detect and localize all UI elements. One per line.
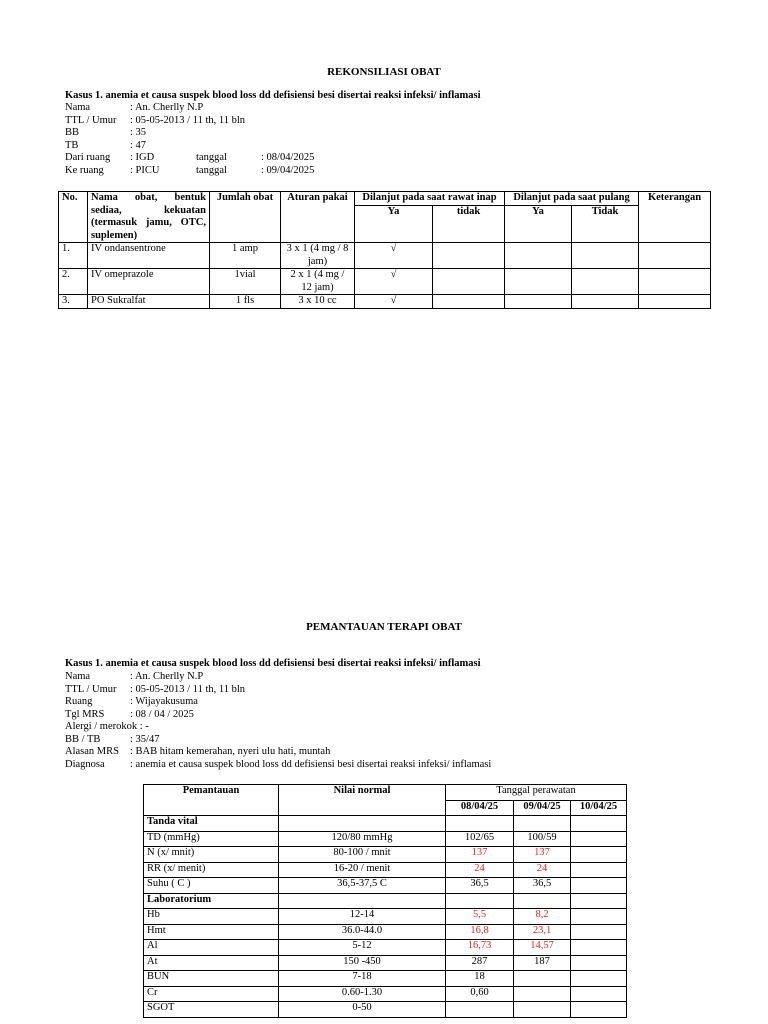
col-header-jumlah: Jumlah obat bbox=[210, 192, 281, 243]
col-header-nama-obat: Nama obat, bentuk sediaa, kekuatan (termasuk jamu, OTC, suplemen) bbox=[88, 192, 210, 243]
cell-jumlah: 1 amp bbox=[210, 243, 281, 269]
cell-normal: 5-12 bbox=[279, 940, 446, 956]
col-header-date: 08/04/25 bbox=[446, 800, 514, 816]
cell-day2: 187 bbox=[514, 955, 571, 971]
cell-jumlah: 1 fls bbox=[210, 295, 281, 309]
cell-day2: 24 bbox=[514, 862, 571, 878]
info-sub-label: tanggal bbox=[196, 164, 227, 176]
cell-day3 bbox=[571, 971, 627, 987]
cell-aturan: 3 x 10 cc bbox=[281, 295, 355, 309]
info-value: : 05-05-2013 / 11 th, 11 bln bbox=[130, 683, 246, 695]
cell-ya-rawat-inap: √ bbox=[355, 269, 433, 295]
cell-parameter: Hmt bbox=[144, 924, 279, 940]
info-value: : 47 bbox=[130, 139, 147, 151]
cell-tidak-rawat-inap bbox=[433, 295, 505, 309]
cell-keterangan bbox=[639, 243, 711, 269]
cell-day1: 0,60 bbox=[446, 986, 514, 1002]
cell-day2 bbox=[514, 971, 571, 987]
cell-day1 bbox=[446, 1002, 514, 1018]
info-value: : IGD bbox=[130, 152, 155, 163]
cell-normal: 7-18 bbox=[279, 971, 446, 987]
section-label-vital: Tanda vital bbox=[144, 816, 279, 832]
reconciliation-table bbox=[58, 191, 711, 309]
info-value: : 05-05-2013 / 11 th, 11 bln bbox=[130, 114, 246, 126]
info-sub-value: : 08/04/2025 bbox=[261, 152, 315, 163]
col-header-keterangan: Keterangan bbox=[639, 192, 711, 243]
cell-day1: 137 bbox=[446, 847, 514, 863]
info-label: TTL / Umur bbox=[65, 683, 117, 695]
col-header-ya: Ya bbox=[355, 205, 433, 242]
cell-ya-pulang bbox=[505, 243, 572, 269]
cell-keterangan bbox=[639, 295, 711, 309]
cell-day2: 137 bbox=[514, 847, 571, 863]
table-row bbox=[144, 924, 627, 940]
cell-tidak-rawat-inap bbox=[433, 269, 505, 295]
cell-day3 bbox=[571, 831, 627, 847]
cell-tidak-pulang bbox=[572, 295, 639, 309]
cell-day2: 8,2 bbox=[514, 909, 571, 925]
patient-info-row bbox=[65, 152, 365, 165]
info-label: BB / TB bbox=[65, 733, 101, 745]
cell-day3 bbox=[571, 1002, 627, 1018]
cell-aturan: 3 x 1 (4 mg / 8 jam) bbox=[281, 243, 355, 269]
cell-day1: 36,5 bbox=[446, 878, 514, 894]
cell-day1: 24 bbox=[446, 862, 514, 878]
empty-cell bbox=[446, 893, 514, 909]
table-row bbox=[144, 878, 627, 894]
table-row bbox=[144, 909, 627, 925]
info-label: Alasan MRS bbox=[65, 746, 119, 757]
empty-cell bbox=[446, 816, 514, 832]
col-header-ya: Ya bbox=[505, 205, 572, 242]
cell-day3 bbox=[571, 847, 627, 863]
cell-normal: 80-100 / mnit bbox=[279, 847, 446, 863]
cell-jumlah: 1vial bbox=[210, 269, 281, 295]
info-value: : anemia et causa suspek blood loss dd defisiensi besi disertai reaksi infeksi/ inflamasi bbox=[130, 758, 492, 770]
cell-normal: 16-20 / menit bbox=[279, 862, 446, 878]
cell-day3 bbox=[571, 909, 627, 925]
cell-normal: 0.60-1.30 bbox=[279, 986, 446, 1002]
cell-ya-rawat-inap: √ bbox=[355, 243, 433, 269]
info-label: Diagnosa bbox=[65, 758, 105, 770]
cell-normal: 150 -450 bbox=[279, 955, 446, 971]
empty-cell bbox=[514, 816, 571, 832]
col-header-pemantauan: Pemantauan bbox=[144, 785, 279, 816]
col-header-tidak: tidak bbox=[433, 205, 505, 242]
col-header-date: 10/04/25 bbox=[571, 800, 627, 816]
cell-parameter: Cr bbox=[144, 986, 279, 1002]
cell-parameter: At bbox=[144, 955, 279, 971]
cell-parameter: N (x/ mnit) bbox=[144, 847, 279, 863]
table-row bbox=[144, 940, 627, 956]
monitoring-table bbox=[143, 784, 627, 1018]
col-header-nilai-normal: Nilai normal bbox=[279, 785, 446, 816]
pemantauan-case-title: Kasus 1. anemia et causa suspek blood loss dd defisiensi besi disertai reaksi infeksi/ inflamasi bbox=[65, 658, 481, 669]
pemantauan-title: PEMANTAUAN TERAPI OBAT bbox=[306, 621, 462, 633]
table-row bbox=[144, 862, 627, 878]
rekonsiliasi-title: REKONSILIASI OBAT bbox=[327, 66, 441, 78]
cell-day2 bbox=[514, 986, 571, 1002]
info-value: : An. Cherlly N.P bbox=[130, 671, 204, 682]
cell-normal: 0-50 bbox=[279, 1002, 446, 1018]
cell-parameter: RR (x/ menit) bbox=[144, 862, 279, 878]
cell-no: 3. bbox=[59, 295, 88, 309]
cell-day1: 16,73 bbox=[446, 940, 514, 956]
cell-normal: 120/80 mmHg bbox=[279, 831, 446, 847]
cell-day2: 23,1 bbox=[514, 924, 571, 940]
info-value: : Wijayakusuma bbox=[130, 696, 198, 707]
cell-day1: 287 bbox=[446, 955, 514, 971]
info-value: : PICU bbox=[130, 164, 160, 176]
cell-parameter: Hb bbox=[144, 909, 279, 925]
section-label-lab: Laboratorium bbox=[144, 893, 279, 909]
table-row bbox=[59, 269, 711, 295]
cell-day3 bbox=[571, 862, 627, 878]
cell-nama-obat: IV omeprazole bbox=[88, 269, 210, 295]
cell-day2 bbox=[514, 1002, 571, 1018]
col-header-pulang: Dilanjut pada saat pulang bbox=[505, 192, 639, 206]
cell-ya-rawat-inap: √ bbox=[355, 295, 433, 309]
table-row bbox=[144, 955, 627, 971]
table-row bbox=[144, 986, 627, 1002]
section-row bbox=[144, 816, 627, 832]
cell-tidak-pulang bbox=[572, 243, 639, 269]
info-label: Alergi / merokok : - bbox=[65, 721, 149, 732]
cell-parameter: Suhu ( C ) bbox=[144, 878, 279, 894]
info-label: Tgl MRS bbox=[65, 708, 105, 720]
section-row bbox=[144, 893, 627, 909]
table-row bbox=[144, 971, 627, 987]
info-label: Nama bbox=[65, 102, 91, 113]
cell-day1: 18 bbox=[446, 971, 514, 987]
cell-parameter: SGOT bbox=[144, 1002, 279, 1018]
cell-day3 bbox=[571, 986, 627, 1002]
cell-day3 bbox=[571, 955, 627, 971]
info-label: TTL / Umur bbox=[65, 114, 117, 126]
col-header-no: No. bbox=[59, 192, 88, 243]
col-header-tidak: Tidak bbox=[572, 205, 639, 242]
empty-cell bbox=[279, 816, 446, 832]
table-row bbox=[59, 295, 711, 309]
col-header-rawat-inap: Dilanjut pada saat rawat inap bbox=[355, 192, 505, 206]
cell-nama-obat: IV ondansentrone bbox=[88, 243, 210, 269]
info-label: TB bbox=[65, 139, 79, 151]
table-row bbox=[144, 831, 627, 847]
cell-no: 1. bbox=[59, 243, 88, 269]
info-value: : 35 bbox=[130, 127, 147, 138]
cell-day1: 16,8 bbox=[446, 924, 514, 940]
cell-normal: 36.0-44.0 bbox=[279, 924, 446, 940]
info-label: Ke ruang bbox=[65, 164, 104, 176]
cell-ya-pulang bbox=[505, 269, 572, 295]
cell-day3 bbox=[571, 940, 627, 956]
cell-day3 bbox=[571, 878, 627, 894]
col-header-tanggal: Tanggal perawatan bbox=[446, 785, 627, 801]
info-label: Ruang bbox=[65, 696, 93, 707]
cell-day1: 102/65 bbox=[446, 831, 514, 847]
empty-cell bbox=[514, 893, 571, 909]
table-row bbox=[144, 847, 627, 863]
empty-cell bbox=[279, 893, 446, 909]
info-sub-label: tanggal bbox=[196, 152, 227, 163]
cell-parameter: TD (mmHg) bbox=[144, 831, 279, 847]
cell-day2: 14,57 bbox=[514, 940, 571, 956]
cell-keterangan bbox=[639, 269, 711, 295]
info-value: : 08 / 04 / 2025 bbox=[130, 708, 194, 720]
info-label: Dari ruang bbox=[65, 152, 111, 163]
info-sub-value: : 09/04/2025 bbox=[261, 164, 315, 176]
info-value: : BAB hitam kemerahan, nyeri ulu hati, muntah bbox=[130, 746, 331, 757]
cell-day3 bbox=[571, 924, 627, 940]
cell-day1: 5,5 bbox=[446, 909, 514, 925]
cell-normal: 12-14 bbox=[279, 909, 446, 925]
rekonsiliasi-case-title: Kasus 1. anemia et causa suspek blood loss dd defisiensi besi disertai reaksi infeksi/ inflamasi bbox=[65, 90, 481, 101]
cell-normal: 36,5-37,5 C bbox=[279, 878, 446, 894]
patient-info-row bbox=[65, 165, 365, 178]
cell-tidak-rawat-inap bbox=[433, 243, 505, 269]
table-row bbox=[144, 1002, 627, 1018]
empty-cell bbox=[571, 893, 627, 909]
table-row bbox=[59, 243, 711, 269]
cell-day2: 100/59 bbox=[514, 831, 571, 847]
cell-no: 2. bbox=[59, 269, 88, 295]
info-label: Nama bbox=[65, 671, 91, 682]
cell-day2: 36,5 bbox=[514, 878, 571, 894]
cell-aturan: 2 x 1 (4 mg / 12 jam) bbox=[281, 269, 355, 295]
empty-cell bbox=[571, 816, 627, 832]
col-header-aturan: Aturan pakai bbox=[281, 192, 355, 243]
cell-ya-pulang bbox=[505, 295, 572, 309]
info-value: : 35/47 bbox=[130, 733, 160, 745]
cell-tidak-pulang bbox=[572, 269, 639, 295]
info-value: : An. Cherlly N.P bbox=[130, 102, 204, 113]
col-header-date: 09/04/25 bbox=[514, 800, 571, 816]
cell-nama-obat: PO Sukralfat bbox=[88, 295, 210, 309]
info-label: BB bbox=[65, 127, 80, 138]
cell-parameter: Al bbox=[144, 940, 279, 956]
cell-parameter: BUN bbox=[144, 971, 279, 987]
